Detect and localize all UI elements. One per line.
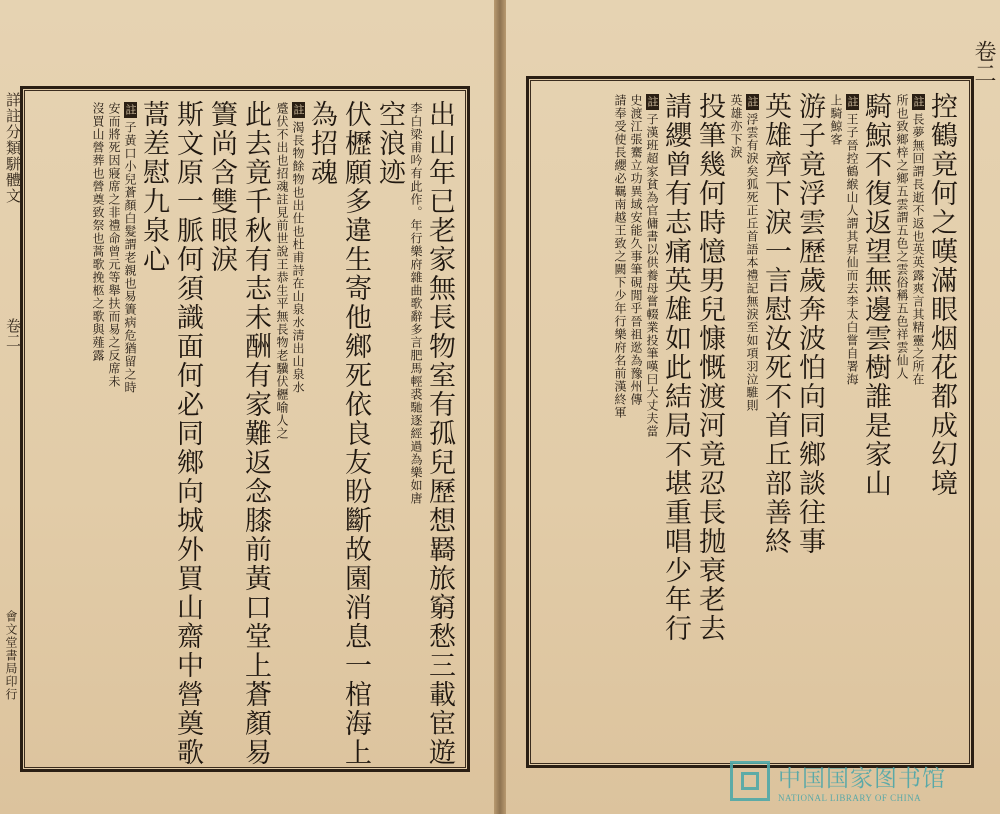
left-column-12 xyxy=(108,102,120,388)
library-logo-icon xyxy=(730,761,770,801)
right-column-3 xyxy=(862,92,889,498)
right-column-4 xyxy=(846,94,859,386)
right-column-5 xyxy=(830,94,842,146)
left-column-text: 子黃口小兒蒼顏白髮謂老親也易簀病危猶留之時 xyxy=(123,121,137,394)
watermark-chinese: 中国国家图书馆 xyxy=(778,765,946,792)
left-column-text: 安而將死因寢席之非禮命曾元等舉扶而易之反席未 xyxy=(107,102,121,388)
right-column-14 xyxy=(614,94,626,419)
annotation-mark: 註 xyxy=(124,104,137,116)
right-column-0 xyxy=(928,92,955,498)
left-column-2 xyxy=(376,100,403,187)
right-column-text: 請纓曾有志痛英雄如此結局不堪重唱少年行 xyxy=(660,92,691,643)
annotation-mark: 註 xyxy=(292,104,305,116)
right-column-12 xyxy=(646,94,659,438)
right-column-text: 騎鯨不復返望無邊雲樹誰是家山 xyxy=(860,92,891,498)
left-column-text: 李白梁甫吟有此作。年行樂府雜曲歌辭多言肥馬輕裘馳逐經過為樂如唐 xyxy=(409,102,423,505)
annotation-mark: 註 xyxy=(846,96,859,108)
left-column-1 xyxy=(410,102,422,505)
right-column-13 xyxy=(630,94,642,406)
library-watermark xyxy=(730,756,995,806)
left-column-4 xyxy=(308,100,335,187)
left-column-text: 此去竟千秋有志未酬有家難返念膝前黃口堂上蒼顏易 xyxy=(240,100,271,767)
left-column-text: 空浪迹 xyxy=(374,100,405,187)
right-column-text: 長夢無回謂長逝不返也英英露爽言其精靈之所在 xyxy=(911,113,925,386)
left-column-11 xyxy=(124,102,137,394)
right-column-text: 史渡江張騫立功異域安能久事筆硯閒乎晉祖逖為豫州傳 xyxy=(629,94,643,406)
right-column-text: 游子竟浮雲歷歲奔波怕向同鄉談往事 xyxy=(794,92,825,556)
right-column-8 xyxy=(746,94,759,412)
right-column-text: 英雄齊下淚一言慰汝死不首丘部善終 xyxy=(760,92,791,556)
right-column-text: 投筆幾何時憶男兒慷慨渡河竟忍長抛衰老去 xyxy=(694,92,725,643)
left-column-8 xyxy=(208,100,235,274)
annotation-mark: 註 xyxy=(646,96,659,108)
right-column-10 xyxy=(696,92,723,643)
left-column-text: 簀尚含雙眼淚 xyxy=(206,100,237,274)
right-column-7 xyxy=(762,92,789,556)
book-gutter xyxy=(494,0,506,814)
right-column-text: 英雄亦下淚 xyxy=(729,94,743,159)
spine-volume-label: 卷二 xyxy=(4,318,22,348)
left-column-7 xyxy=(242,100,269,767)
watermark-english: NATIONAL LIBRARY OF CHINA xyxy=(778,792,922,803)
annotation-mark: 註 xyxy=(912,96,925,108)
left-column-9 xyxy=(174,100,201,767)
right-column-1 xyxy=(912,94,925,386)
left-column-3 xyxy=(342,100,369,767)
left-column-text: 渴長物餘物也出仕也杜甫詩在山泉水清出山泉水 xyxy=(291,121,305,394)
right-edge-volume-label: 卷二 xyxy=(971,40,996,84)
right-column-2 xyxy=(896,94,908,380)
left-column-text: 伏櫪願多違生寄他鄉死依良友盼斷故園消息一棺海上 xyxy=(340,100,371,767)
right-column-text: 上騎鯨客 xyxy=(829,94,843,146)
left-column-0 xyxy=(426,100,453,767)
spine-book-title: 詳註分類駢體文 xyxy=(4,92,22,204)
right-column-9 xyxy=(730,94,742,159)
left-column-text: 蒿差慰九泉心 xyxy=(138,100,169,274)
left-column-text: 沒買山營葬也營奠致祭也蒿歌挽柩之歌與薤露 xyxy=(91,102,105,362)
spine-publisher: 會文堂書局印行 xyxy=(4,610,18,701)
left-column-13 xyxy=(92,102,104,362)
right-column-text: 浮雲有淚矣狐死正丘首語本禮記無淚至如項羽泣騅則 xyxy=(745,113,759,412)
left-column-text: 為招魂 xyxy=(306,100,337,187)
right-column-text: 王子晉控鶴緱山人謂其昇仙而去李太白嘗自署海 xyxy=(845,113,859,386)
left-column-text: 斯文原一脈何須識面何必同鄉向城外買山齋中營奠歌 xyxy=(172,100,203,767)
right-column-11 xyxy=(662,92,689,643)
left-column-5 xyxy=(292,102,305,394)
left-column-6 xyxy=(276,102,288,440)
left-column-text: 蹙伏不出也招魂註見前世說王恭生平無長物老驥伏櫪喻人之 xyxy=(275,102,289,440)
left-column-10 xyxy=(140,100,167,274)
right-column-text: 所也致鄉梓之鄉五雲謂五色之雲俗稱五色祥雲仙人 xyxy=(895,94,909,380)
annotation-mark: 註 xyxy=(746,96,759,108)
right-column-text: 控鶴竟何之嘆滿眼烟花都成幻境 xyxy=(926,92,957,498)
right-column-6 xyxy=(796,92,823,556)
right-column-text: 請奉受使長纓必羈南越王致之闕下少年行樂府名前漢終軍 xyxy=(613,94,627,419)
right-column-text: 子漢班超家貧為官傭書以供養母嘗輟業投筆嘆曰大丈夫當 xyxy=(645,113,659,438)
left-column-text: 出山年已老家無長物室有孤兒歷想羇旅窮愁三載宦遊 xyxy=(424,100,455,767)
